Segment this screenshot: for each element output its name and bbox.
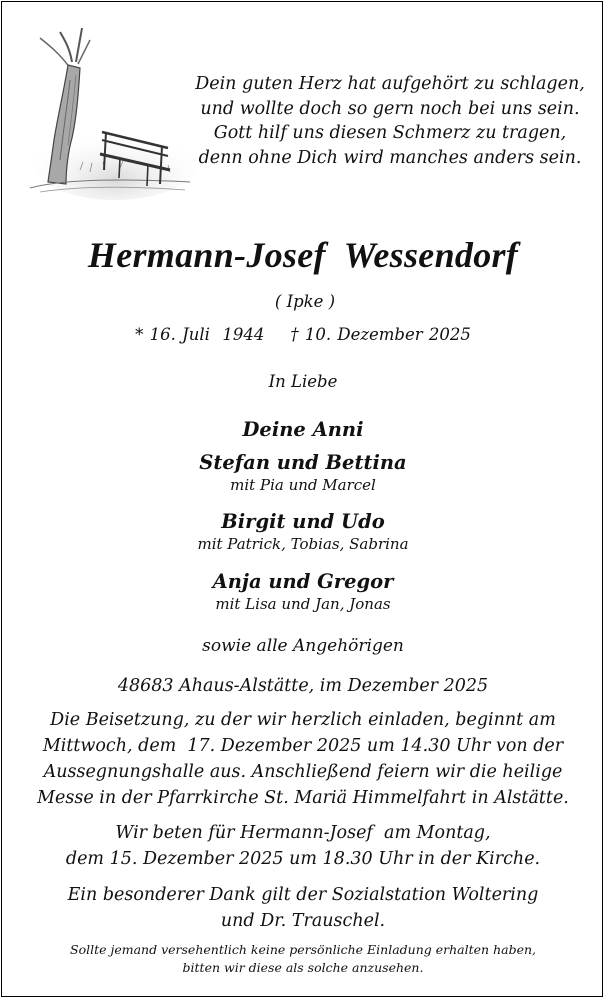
note-line: Sollte jemand versehentlich keine persönliche Einladung erhalten haben, bbox=[70, 942, 536, 957]
note-line: bitten wir diese als solche anzusehen. bbox=[182, 960, 424, 975]
family-entry bbox=[0, 570, 606, 613]
poem-line: Gott hilf uns diesen Schmerz zu tragen, bbox=[213, 123, 567, 143]
funeral-line: Aussegnungshalle aus. Anschließend feiern wir die heilige bbox=[43, 762, 563, 782]
family-entry bbox=[0, 510, 606, 553]
family-names: Birgit und Udo bbox=[221, 510, 385, 533]
place-and-date: 48683 Ahaus-Alstätte, im Dezember 2025 bbox=[117, 676, 489, 696]
funeral-line: Die Beisetzung, zu der wir herzlich einladen, beginnt am bbox=[50, 710, 556, 730]
family-children: mit Pia und Marcel bbox=[230, 476, 376, 494]
death-date: † 10. Dezember 2025 bbox=[290, 325, 471, 344]
family-children: mit Patrick, Tobias, Sabrina bbox=[197, 535, 409, 553]
relatives-line: sowie alle Angehörigen bbox=[202, 636, 404, 656]
family-names: Stefan und Bettina bbox=[199, 451, 407, 474]
thanks-line: Ein besonderer Dank gilt der Sozialstation Woltering bbox=[67, 885, 539, 905]
funeral-line: Messe in der Pfarrkirche St. Mariä Himmelfahrt in Alstätte. bbox=[37, 788, 569, 808]
prayer-paragraph bbox=[0, 820, 606, 872]
funeral-line: Mittwoch, dem 17. Dezember 2025 um 14.30 Uhr von der bbox=[42, 736, 564, 756]
family-entry bbox=[0, 418, 606, 441]
deceased-name: Hermann-Josef Wessendorf bbox=[87, 235, 519, 275]
family-names: Anja und Gregor bbox=[212, 570, 394, 593]
birth-date: * 16. Juli 1944 bbox=[135, 325, 265, 344]
poem-line: denn ohne Dich wird manches anders sein. bbox=[198, 147, 582, 168]
prayer-line: Wir beten für Hermann-Josef am Montag, bbox=[115, 823, 491, 843]
deceased-nickname: ( Ipke ) bbox=[274, 292, 336, 311]
family-names: Deine Anni bbox=[242, 418, 364, 441]
funeral-paragraph bbox=[0, 707, 606, 811]
thanks-line: und Dr. Trauschel. bbox=[220, 911, 386, 931]
invitation-note bbox=[0, 941, 606, 977]
prayer-line: dem 15. Dezember 2025 um 18.30 Uhr in der Kirche. bbox=[65, 849, 541, 869]
life-dates bbox=[0, 325, 606, 344]
in-love-label: In Liebe bbox=[268, 372, 338, 391]
thanks-paragraph bbox=[0, 882, 606, 934]
poem-line: und wollte doch so gern noch bei uns sein. bbox=[200, 98, 580, 119]
family-children: mit Lisa und Jan, Jonas bbox=[215, 595, 391, 613]
poem-line: Dein guten Herz hat aufgehört zu schlagen, bbox=[195, 74, 585, 94]
tree-and-bench-illustration bbox=[20, 20, 200, 205]
poem bbox=[190, 72, 590, 170]
family-entry bbox=[0, 451, 606, 494]
